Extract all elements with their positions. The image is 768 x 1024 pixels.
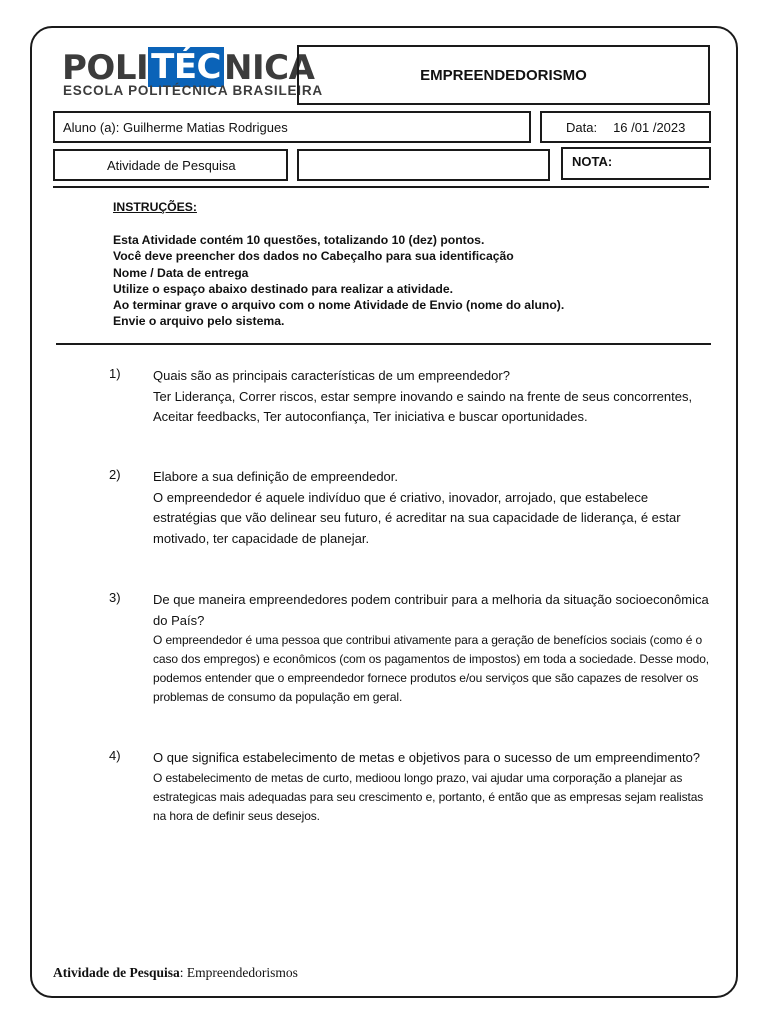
answer-text: O estabelecimento de metas de curto, medioou longo prazo, vai ajudar uma corporação a planejar as estrategicas mais adequadas para seu crescimento e, portanto, é então que as empresas sejam realistas na hora de definir seus desejos. (153, 770, 704, 823)
question-number: 2) (109, 467, 121, 482)
student-name-field: Aluno (a): Guilherme Matias Rodrigues (53, 111, 531, 143)
answer-text: O empreendedor é uma pessoa que contribui ativamente para a geração de benefícios sociais (como é o caso dos empregos) e econômicos (com os pagamentos de impostos) em toda a sociedade. Desse modo, podemos entender que o empreendedor fornece produtos e/ou serviços que são capazes de resolver os problemas de consumo da população em geral. (153, 633, 710, 704)
instructions-block (113, 199, 633, 329)
course-title: EMPREENDEDORISMO (297, 45, 710, 105)
question-number: 4) (109, 748, 121, 763)
question-number: 1) (109, 366, 121, 381)
question-text: De que maneira empreendedores podem contribuir para a melhoria da situação socioeconômica do País? (153, 592, 709, 628)
answer-text: Ter Liderança, Correr riscos, estar sempre inovando e saindo na frente de seus concorrentes, Aceitar feedbacks, Ter autoconfiança, Ter iniciativa e buscar oportunidades. (153, 388, 693, 424)
instructions-heading: INSTRUÇÕES: (113, 200, 197, 214)
blank-header-field (297, 149, 550, 181)
instruction-line: Você deve preencher dos dados no Cabeçalho para sua identificação (113, 249, 514, 264)
logo-subtitle: ESCOLA POLITÉCNICA BRASILEIRA (63, 83, 323, 98)
page-footer (53, 965, 553, 981)
instruction-line: Envie o arquivo pelo sistema. (113, 314, 285, 329)
instruction-line: Ao terminar grave o arquivo com o nome Atividade de Envio (nome do aluno). (113, 298, 565, 313)
date-field (540, 111, 711, 143)
grade-label: NOTA: (572, 154, 613, 169)
school-logo (62, 47, 323, 102)
question-text: O que significa estabelecimento de metas e objetivos para o sucesso de um empreendimento? (153, 750, 701, 765)
footer-separator: : (179, 965, 187, 980)
date-label: Data: (566, 119, 598, 135)
header-divider (53, 186, 709, 188)
question-number: 3) (109, 590, 121, 605)
question-text: Elabore a sua definição de empreendedor. (153, 469, 399, 484)
grade-field (561, 147, 711, 180)
logo-text-highlight: TÉC (148, 47, 224, 87)
logo-text-left: POLI (62, 48, 149, 88)
instruction-line: Nome / Data de entrega (113, 265, 249, 280)
footer-subject: Empreendedorismos (186, 965, 298, 980)
instructions-divider (56, 343, 711, 345)
date-value: 16 /01 /2023 (613, 119, 686, 135)
logo-wordmark (62, 47, 315, 88)
instruction-line: Esta Atividade contém 10 questões, totalizando 10 (dez) pontos. (113, 233, 485, 248)
instruction-line: Utilize o espaço abaixo destinado para realizar a atividade. (113, 281, 454, 296)
question-text: Quais são as principais características de um empreendedor? (153, 368, 510, 383)
logo-text-right: NICA (224, 48, 315, 88)
footer-label: Atividade de Pesquisa (53, 965, 180, 980)
answer-text: O empreendedor é aquele indivíduo que é criativo, inovador, arrojado, que estabelece estratégias que vão delinear seu futuro, é acreditar na sua capacidade de liderança, é estar motivado, ter capacidade de planejar. (153, 489, 681, 546)
activity-type-field: Atividade de Pesquisa (53, 149, 288, 181)
